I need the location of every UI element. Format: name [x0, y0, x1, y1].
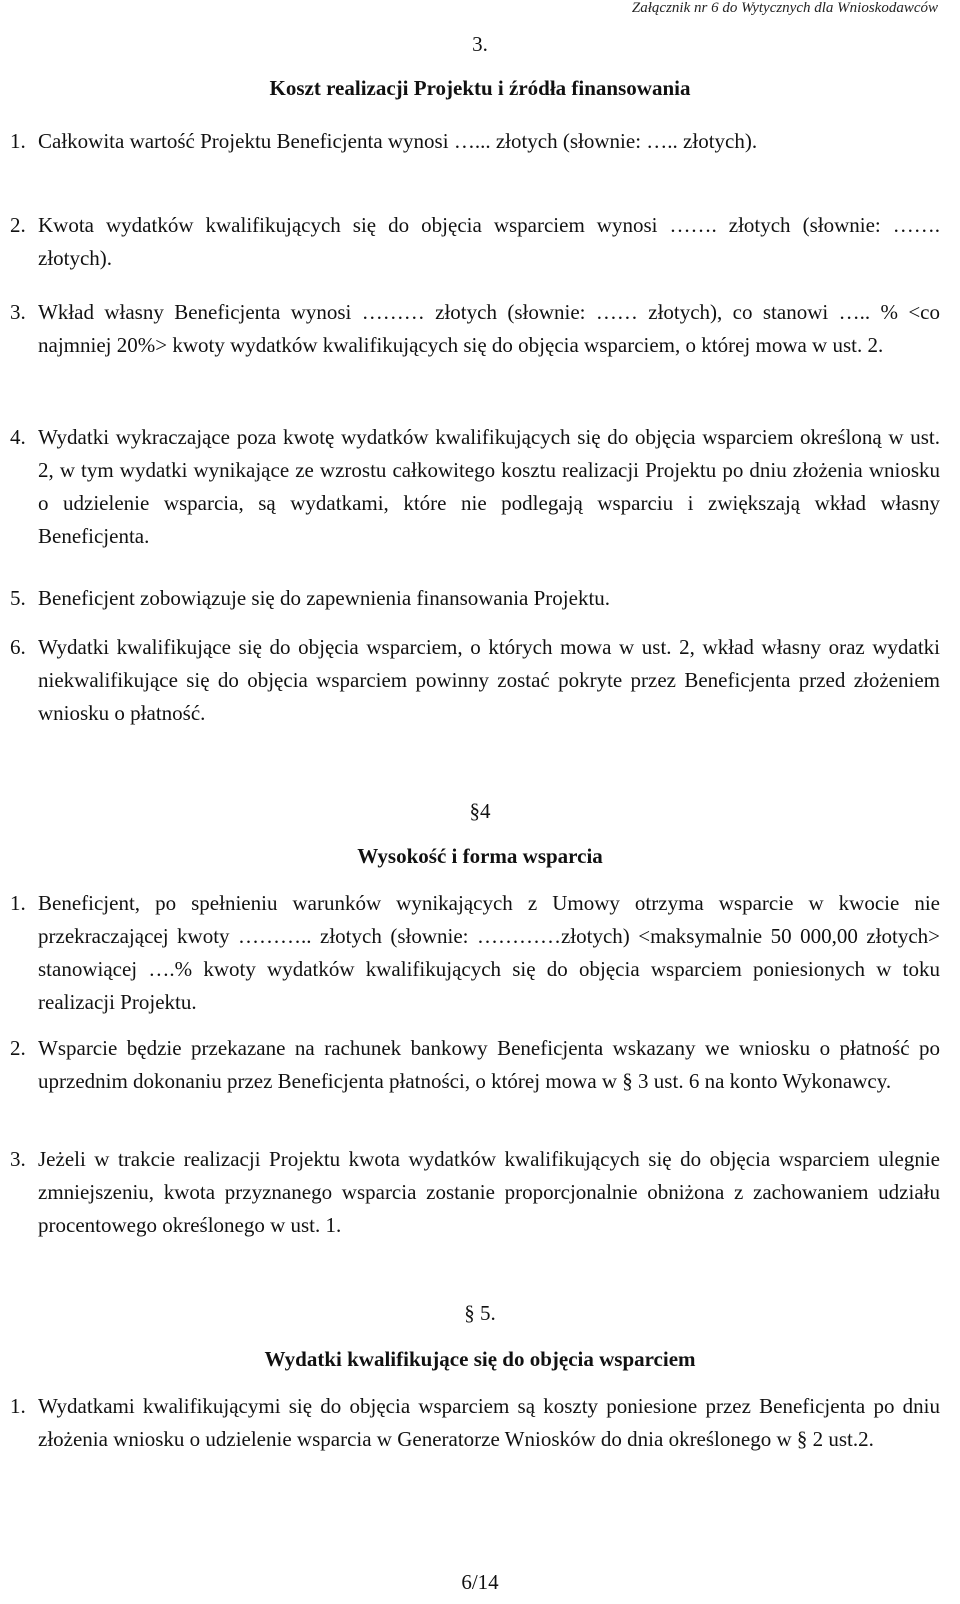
item-number: 1. — [10, 891, 26, 915]
item-number: 5. — [10, 586, 26, 610]
item-text: Wydatki wykraczające poza kwotę wydatków kwalifikujących się do objęcia wsparciem określoną w ust. 2, w tym wydatki wynikające ze wzrostu całkowitego kosztu realizacji Projektu po dniu złożenia wniosku o udzielenie wsparcia, są wydatkami, które nie podlegają wsparciu i zwiększają wkład własny Beneficjenta. — [38, 425, 940, 548]
item-number: 2. — [10, 1036, 26, 1060]
list-item — [10, 1390, 940, 1456]
list-item — [10, 125, 940, 158]
item-number: 4. — [10, 425, 26, 449]
list-item — [10, 887, 940, 1019]
item-text: Wydatkami kwalifikującymi się do objęcia wsparciem są koszty poniesione przez Beneficjenta po dniu złożenia wniosku o udzielenie wsparcia w Generatorze Wniosków do dnia określonego w § 2 ust.2. — [38, 1394, 940, 1451]
item-number: 1. — [10, 1394, 26, 1418]
item-number: 2. — [10, 213, 26, 237]
item-number: 6. — [10, 635, 26, 659]
section-4-title: Wysokość i forma wsparcia — [357, 844, 603, 868]
item-text: Jeżeli w trakcie realizacji Projektu kwota wydatków kwalifikujących się do objęcia wsparciem ulegnie zmniejszeniu, kwota przyznanego wsparcia zostanie proporcjonalnie obniżona z zachowaniem udziału procentowego określonego w ust. 1. — [38, 1147, 940, 1237]
list-item — [10, 209, 940, 275]
item-text: Wydatki kwalifikujące się do objęcia wsparciem, o których mowa w ust. 2, wkład własny oraz wydatki niekwalifikujące się do objęcia wsparciem powinny zostać pokryte przez Beneficjenta przed złożeniem wniosku o płatność. — [38, 635, 940, 725]
item-number: 1. — [10, 129, 26, 153]
section-3-title: Koszt realizacji Projektu i źródła finansowania — [269, 76, 691, 100]
list-item — [10, 1032, 940, 1098]
item-text: Wkład własny Beneficjenta wynosi ……… złotych (słownie: …… złotych), co stanowi ….. % <co najmniej 20%> kwoty wydatków kwalifikujących się do objęcia wsparciem, o której mowa w ust. 2. — [38, 300, 940, 357]
section-5-title: Wydatki kwalifikujące się do objęcia wsparciem — [264, 1347, 696, 1371]
item-text: Kwota wydatków kwalifikujących się do objęcia wsparciem wynosi ……. złotych (słownie: ……. złotych). — [38, 213, 940, 270]
list-item — [10, 296, 940, 362]
section-5-mark: § 5. — [464, 1301, 496, 1325]
section-4-mark: §4 — [469, 799, 491, 823]
list-item — [10, 421, 940, 553]
attachment-note: Załącznik nr 6 do Wytycznych dla Wnioskodawców — [631, 0, 938, 16]
item-text: Beneficjent zobowiązuje się do zapewnienia finansowania Projektu. — [38, 586, 611, 610]
section-3-mark: 3. — [472, 32, 488, 56]
item-number: 3. — [10, 300, 26, 324]
item-text: Beneficjent, po spełnieniu warunków wynikających z Umowy otrzyma wsparcie w kwocie nie przekraczającej kwoty ……….. złotych (słownie: …………złotych) <maksymalnie 50 000,00 złotych> stanowiącej ….% kwoty wydatków kwalifikujących się do objęcia wsparciem poniesionych w toku realizacji Projektu. — [38, 891, 940, 1014]
item-text: Wsparcie będzie przekazane na rachunek bankowy Beneficjenta wskazany we wniosku o płatność po uprzednim dokonaniu przez Beneficjenta płatności, o której mowa w § 3 ust. 6 na konto Wykonawcy. — [38, 1036, 940, 1093]
list-item — [10, 1143, 940, 1242]
page-number: 6/14 — [461, 1570, 499, 1594]
list-item — [10, 631, 940, 730]
item-text: Całkowita wartość Projektu Beneficjenta wynosi …... złotych (słownie: ….. złotych). — [38, 129, 758, 153]
list-item — [10, 582, 940, 615]
item-number: 3. — [10, 1147, 26, 1171]
